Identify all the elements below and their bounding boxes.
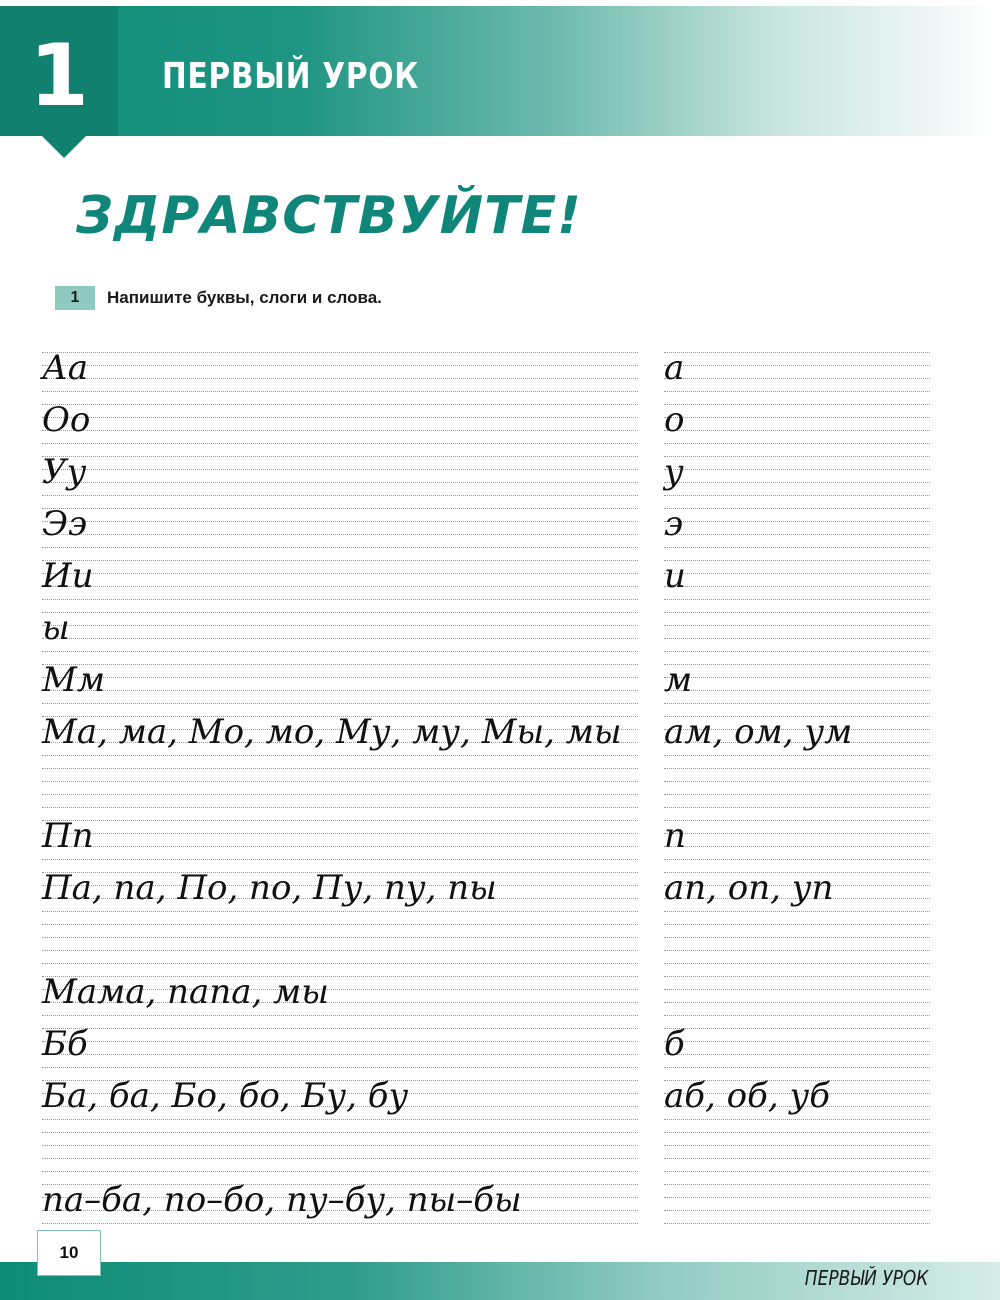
cursive-sample-left: Мм — [42, 660, 106, 700]
cursive-sample-left: Мама, папа, мы — [42, 972, 329, 1012]
ruled-line-right — [664, 963, 930, 964]
cursive-sample-left: Пп — [42, 816, 94, 856]
ruled-line-right — [664, 456, 930, 457]
cursive-sample-left: Уу — [42, 452, 87, 492]
ruled-line-right — [664, 937, 930, 938]
cursive-sample-right: ам, ом, ум — [664, 712, 853, 752]
ruled-line-right — [664, 664, 930, 665]
ruled-line-left — [42, 950, 638, 951]
ruled-line-right — [664, 1119, 930, 1120]
ruled-line-right — [664, 781, 930, 782]
ruled-line-left — [42, 547, 638, 548]
ruled-line-right — [664, 469, 930, 470]
cursive-sample-left: Ба, ба, Бо, бо, Бу, бу — [42, 1076, 409, 1116]
ruled-line-left — [42, 794, 638, 795]
ruled-line-left — [42, 1132, 638, 1133]
ruled-line-left — [42, 391, 638, 392]
ruled-line-left — [42, 859, 638, 860]
ruled-line-left — [42, 1171, 638, 1172]
ruled-line-right — [664, 560, 930, 561]
ruled-line-right — [664, 1223, 930, 1224]
ruled-line-right — [664, 534, 930, 535]
cursive-sample-right: э — [664, 504, 684, 544]
ruled-line-left — [42, 690, 638, 691]
cursive-sample-left: ы — [42, 608, 70, 648]
ruled-line-left — [42, 1028, 638, 1029]
ruled-line-right — [664, 404, 930, 405]
ruled-line-right — [664, 417, 930, 418]
exercise-header — [55, 286, 382, 310]
ruled-line-left — [42, 963, 638, 964]
cursive-sample-left: па–ба, по–бо, пу–бу, пы–бы — [42, 1180, 522, 1220]
lesson-box-notch — [42, 136, 86, 158]
ruled-line-right — [664, 1002, 930, 1003]
ruled-line-right — [664, 690, 930, 691]
ruled-line-right — [664, 677, 930, 678]
ruled-line-left — [42, 573, 638, 574]
ruled-line-left — [42, 755, 638, 756]
ruled-line-right — [664, 1184, 930, 1185]
ruled-line-left — [42, 456, 638, 457]
ruled-line-left — [42, 664, 638, 665]
ruled-line-left — [42, 521, 638, 522]
exercise-instruction: Напишите буквы, слоги и слова. — [107, 288, 382, 307]
ruled-line-left — [42, 1119, 638, 1120]
ruled-line-right — [664, 1054, 930, 1055]
cursive-sample-left: Оо — [42, 400, 91, 440]
ruled-line-right — [664, 703, 930, 704]
ruled-line-right — [664, 911, 930, 912]
cursive-sample-right: м — [664, 660, 693, 700]
ruled-line-left — [42, 417, 638, 418]
ruled-line-right — [664, 443, 930, 444]
ruled-line-right — [664, 755, 930, 756]
ruled-line-right — [664, 521, 930, 522]
page-number: 10 — [37, 1230, 101, 1276]
cursive-sample-left: Ээ — [42, 504, 88, 544]
ruled-line-left — [42, 1223, 638, 1224]
ruled-line-right — [664, 573, 930, 574]
exercise-number: 1 — [55, 286, 95, 310]
ruled-line-left — [42, 1158, 638, 1159]
ruled-line-left — [42, 781, 638, 782]
ruled-line-right — [664, 924, 930, 925]
ruled-line-right — [664, 1158, 930, 1159]
ruled-line-left — [42, 625, 638, 626]
cursive-sample-left: Бб — [42, 1024, 88, 1064]
cursive-sample-right: б — [664, 1024, 685, 1064]
cursive-sample-right: аб, об, уб — [664, 1076, 830, 1116]
ruled-line-right — [664, 1145, 930, 1146]
ruled-line-left — [42, 1054, 638, 1055]
ruled-line-left — [42, 807, 638, 808]
ruled-line-left — [42, 1067, 638, 1068]
ruled-line-right — [664, 1171, 930, 1172]
ruled-line-left — [42, 378, 638, 379]
ruled-line-left — [42, 495, 638, 496]
ruled-line-right — [664, 1197, 930, 1198]
ruled-line-left — [42, 638, 638, 639]
ruled-line-right — [664, 508, 930, 509]
ruled-line-right — [664, 807, 930, 808]
ruled-line-left — [42, 651, 638, 652]
ruled-line-left — [42, 703, 638, 704]
cursive-sample-right: и — [664, 556, 686, 596]
cursive-sample-left: Аа — [42, 348, 89, 388]
ruled-line-right — [664, 547, 930, 548]
ruled-line-right — [664, 495, 930, 496]
ruled-line-left — [42, 820, 638, 821]
cursive-sample-right: п — [664, 816, 686, 856]
header-banner — [0, 6, 1000, 136]
ruled-line-right — [664, 612, 930, 613]
ruled-line-right — [664, 430, 930, 431]
cursive-sample-left: Па, па, По, по, Пу, пу, пы — [42, 868, 497, 908]
ruled-line-left — [42, 482, 638, 483]
ruled-line-right — [664, 391, 930, 392]
ruled-line-right — [664, 1132, 930, 1133]
ruled-line-right — [664, 833, 930, 834]
ruled-line-left — [42, 677, 638, 678]
ruled-line-left — [42, 911, 638, 912]
lesson-title: ПЕРВЫЙ УРОК — [162, 56, 420, 97]
cursive-sample-right: о — [664, 400, 685, 440]
ruled-line-left — [42, 1041, 638, 1042]
ruled-line-left — [42, 508, 638, 509]
ruled-line-left — [42, 586, 638, 587]
ruled-line-right — [664, 820, 930, 821]
ruled-line-right — [664, 586, 930, 587]
ruled-line-left — [42, 846, 638, 847]
ruled-line-left — [42, 534, 638, 535]
ruled-line-right — [664, 1067, 930, 1068]
ruled-line-left — [42, 365, 638, 366]
ruled-line-right — [664, 794, 930, 795]
ruled-line-left — [42, 443, 638, 444]
ruled-line-left — [42, 599, 638, 600]
cursive-sample-right: у — [664, 452, 684, 492]
cursive-sample-left: Ии — [42, 556, 94, 596]
ruled-line-left — [42, 937, 638, 938]
ruled-line-left — [42, 404, 638, 405]
ruled-line-right — [664, 365, 930, 366]
ruled-line-left — [42, 352, 638, 353]
ruled-line-right — [664, 638, 930, 639]
ruled-line-left — [42, 924, 638, 925]
ruled-line-right — [664, 989, 930, 990]
ruled-line-left — [42, 1015, 638, 1016]
ruled-line-right — [664, 1210, 930, 1211]
running-title: ПЕРВЫЙ УРОК — [804, 1266, 928, 1290]
ruled-line-right — [664, 1041, 930, 1042]
cursive-sample-left: Ма, ма, Мо, мо, Му, му, Мы, мы — [42, 712, 622, 752]
cursive-sample-right: ап, оп, уп — [664, 868, 834, 908]
ruled-line-left — [42, 768, 638, 769]
ruled-line-right — [664, 352, 930, 353]
ruled-line-left — [42, 560, 638, 561]
ruled-line-right — [664, 846, 930, 847]
ruled-line-right — [664, 859, 930, 860]
ruled-line-left — [42, 833, 638, 834]
ruled-line-right — [664, 482, 930, 483]
ruled-line-right — [664, 768, 930, 769]
ruled-line-right — [664, 651, 930, 652]
ruled-line-right — [664, 625, 930, 626]
ruled-line-right — [664, 976, 930, 977]
cursive-sample-right: а — [664, 348, 685, 388]
ruled-line-right — [664, 1028, 930, 1029]
ruled-line-left — [42, 612, 638, 613]
ruled-line-left — [42, 469, 638, 470]
ruled-line-left — [42, 430, 638, 431]
ruled-line-right — [664, 1015, 930, 1016]
ruled-line-right — [664, 950, 930, 951]
page-title: ЗДРАВСТВУЙТЕ! — [76, 186, 582, 246]
ruled-line-left — [42, 1145, 638, 1146]
ruled-line-right — [664, 599, 930, 600]
lesson-number-box — [0, 6, 118, 136]
ruled-line-right — [664, 378, 930, 379]
lesson-number: 1 — [29, 26, 89, 126]
